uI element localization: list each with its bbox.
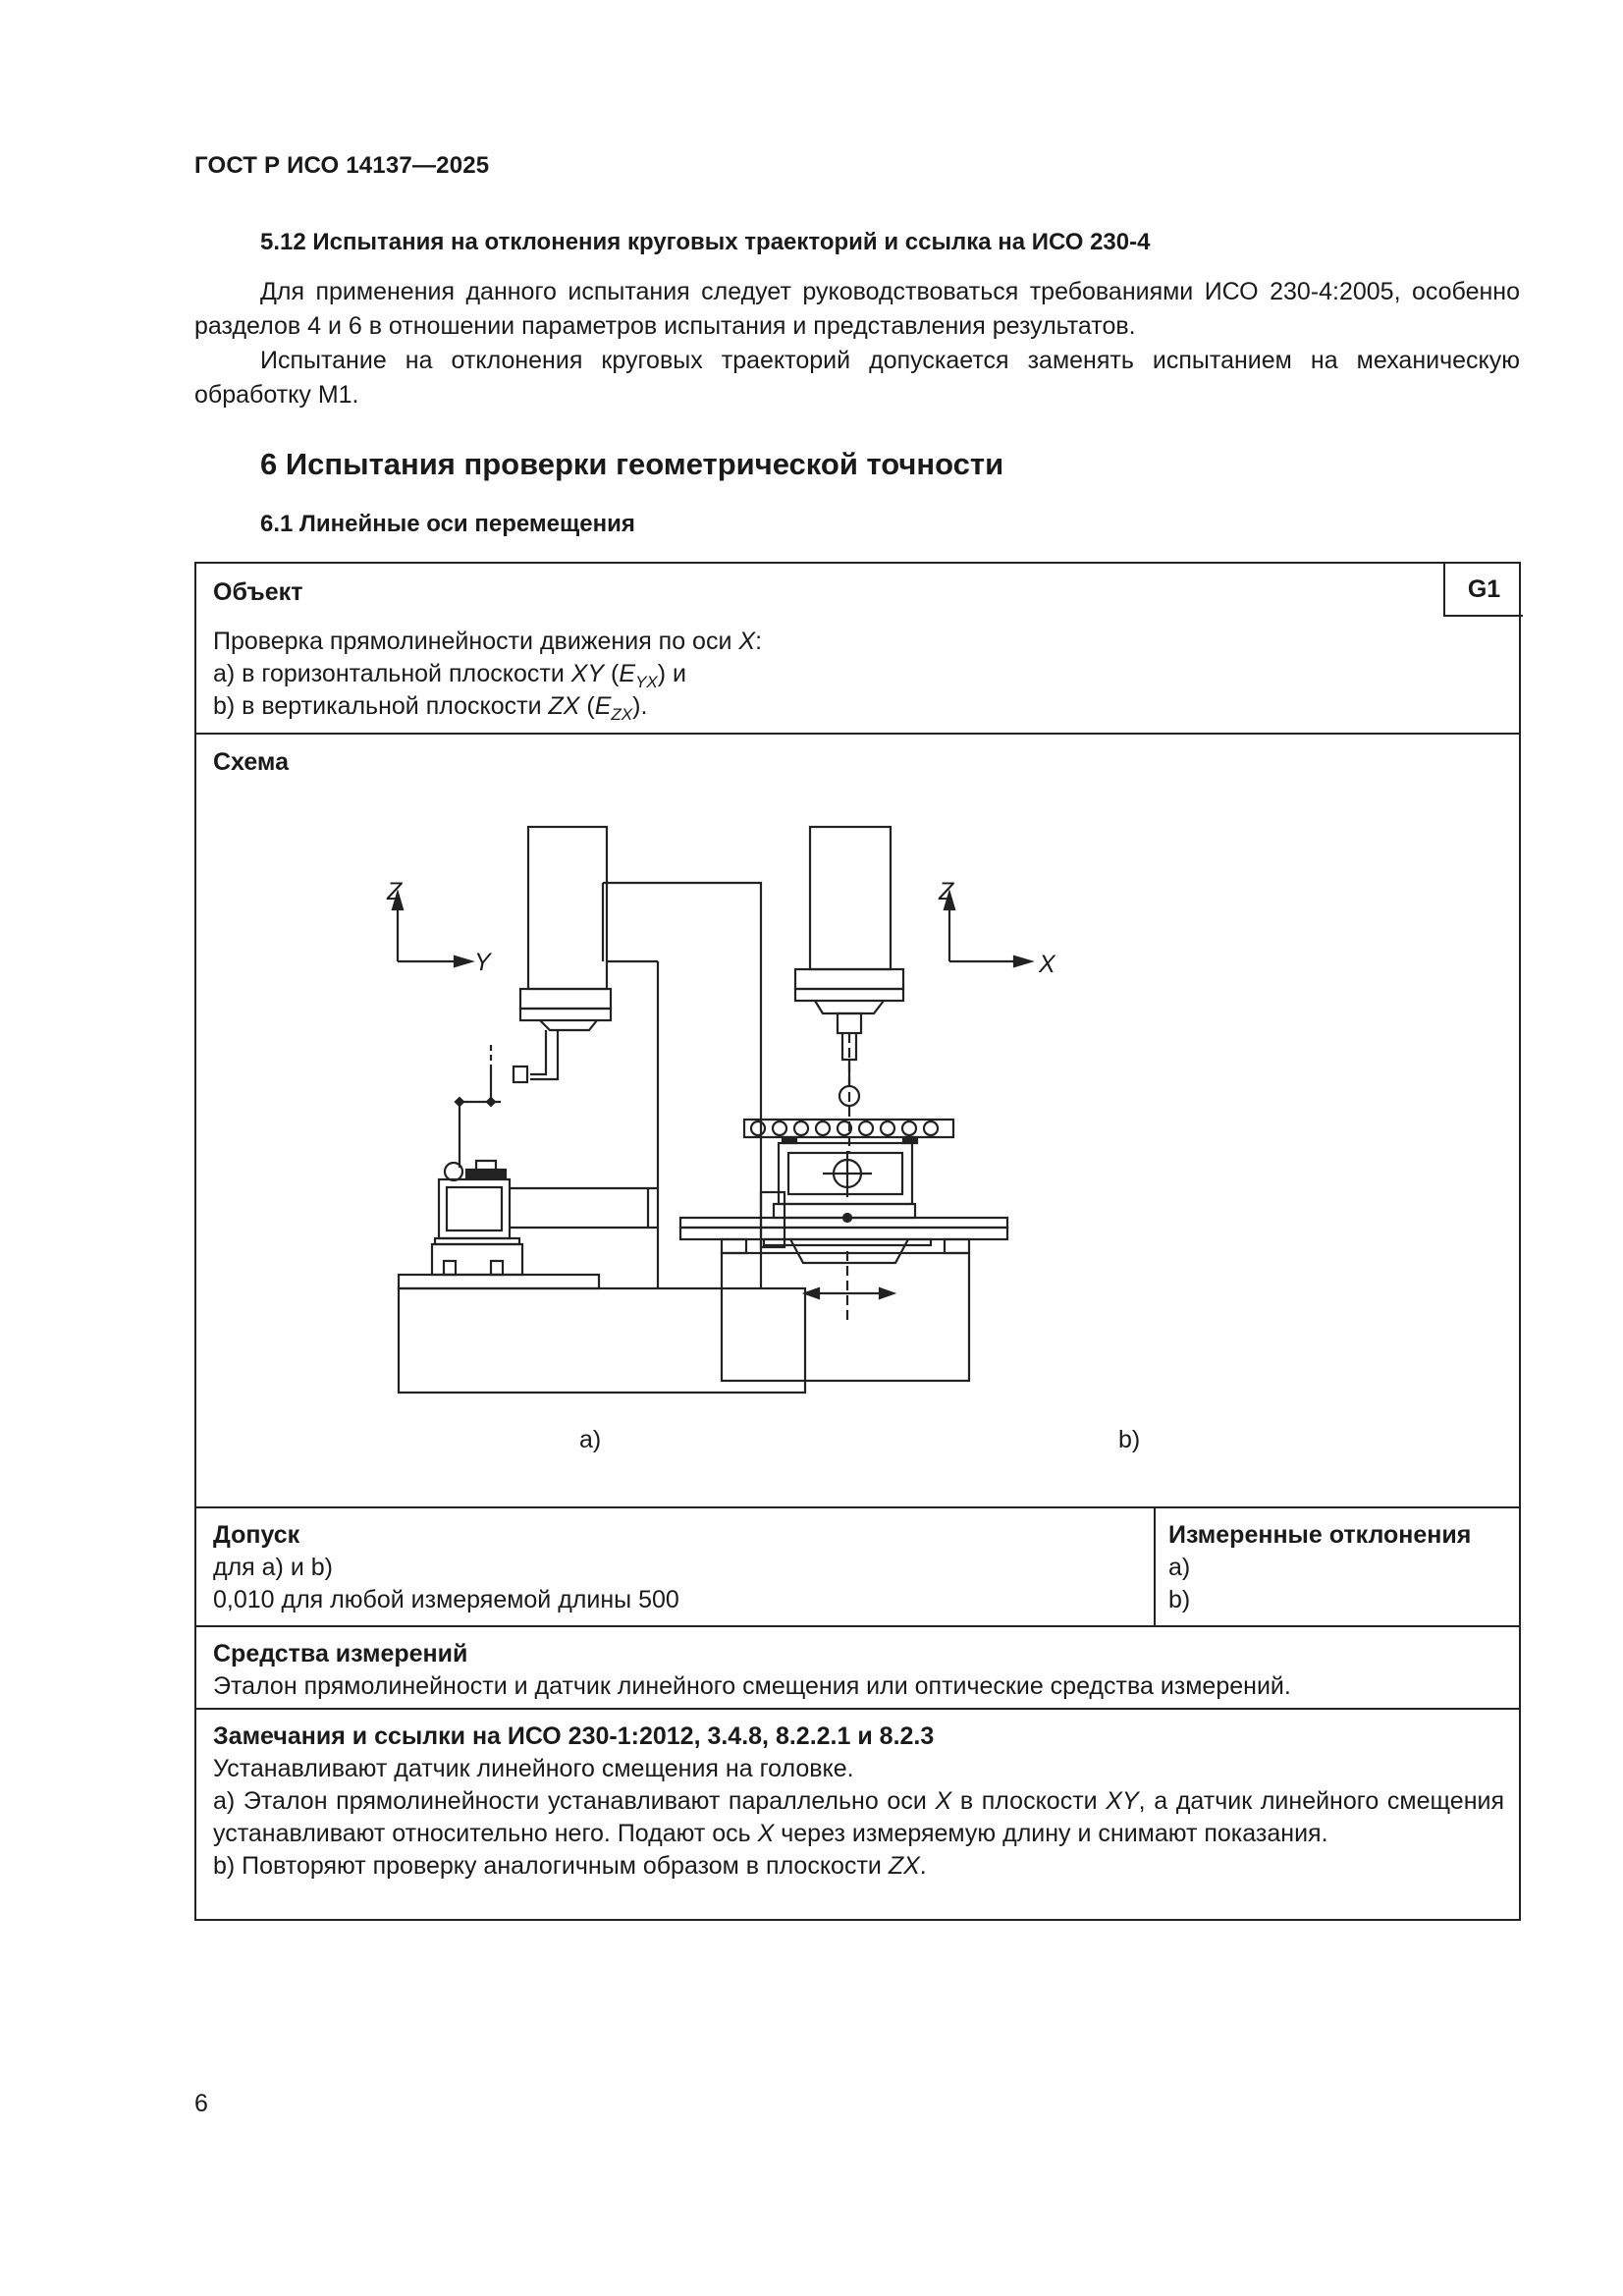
section-6-1-title: 6.1 Линейные оси перемещения bbox=[260, 511, 635, 537]
plane-xy: XY bbox=[1106, 1787, 1139, 1815]
section-5-12-title: 5.12 Испытания на отклонения круговых траекторий и ссылка на ИСО 230-4 bbox=[260, 229, 1151, 255]
remarks-a-text-4: через измеряемую длину и снимают показания. bbox=[774, 1820, 1328, 1847]
diagram-a-caption: a) bbox=[579, 1426, 602, 1453]
diagram-a-axis-z: Z bbox=[387, 878, 403, 905]
subscript-yx: YX bbox=[635, 673, 658, 691]
section-6-title: 6 Испытания проверки геометрической точности bbox=[260, 447, 1004, 481]
paragraph-2-text: Испытание на отклонения круговых траекторий допускается заменять испытанием на механическую обработку М1. bbox=[194, 347, 1520, 409]
scheme-label: Схема bbox=[213, 748, 289, 776]
remarks-a-text-2: в плоскости bbox=[951, 1787, 1107, 1815]
object-label: Объект bbox=[213, 578, 303, 606]
test-table bbox=[194, 562, 1521, 1921]
paragraph-1-text: Для применения данного испытания следует руководствоваться требованиями ИСО 230-4:2005, особенно разделов 4 и 6 в отношении параметров испытания и представления результатов. bbox=[194, 278, 1520, 340]
measured-a: a) bbox=[1168, 1554, 1191, 1581]
scheme-diagram bbox=[196, 564, 1519, 1506]
instruments-cell bbox=[213, 1638, 1504, 1703]
object-line-2-text: a) в горизонтальной плоскости bbox=[213, 660, 571, 687]
diagram-a bbox=[393, 827, 805, 1393]
plane-zx: ZX bbox=[548, 692, 580, 720]
section-5-12-paragraph-2 bbox=[194, 344, 1520, 412]
axis-x: X bbox=[738, 628, 756, 655]
row-divider bbox=[196, 1506, 1519, 1508]
diagram-b bbox=[680, 827, 1031, 1381]
object-line-1-end: : bbox=[755, 628, 763, 655]
axis-x: X bbox=[757, 1820, 775, 1847]
object-line-3-end: ). bbox=[632, 692, 648, 720]
symbol-e: E bbox=[594, 692, 612, 720]
instruments-text: Эталон прямолинейности и датчик линейного смещения или оптические средства измерений. bbox=[213, 1672, 1291, 1700]
instruments-label: Средства измерений bbox=[213, 1640, 468, 1667]
remarks-a-text-1: a) Эталон прямолинейности устанавливают параллельно оси bbox=[213, 1787, 936, 1815]
axis-x: X bbox=[935, 1787, 952, 1815]
document-header: ГОСТ Р ИСО 14137—2025 bbox=[194, 152, 490, 179]
tolerance-label: Допуск bbox=[213, 1521, 300, 1549]
object-line-2-end: ) и bbox=[657, 660, 686, 687]
object-line-1-text: Проверка прямолинейности движения по оси bbox=[213, 628, 739, 655]
plane-xy: XY bbox=[570, 660, 605, 687]
row-divider bbox=[196, 1625, 1519, 1627]
column-divider bbox=[1154, 1508, 1156, 1625]
remarks-item-a bbox=[213, 1785, 1504, 1850]
tolerance-cell bbox=[213, 1519, 679, 1616]
remarks-b-text: b) Повторяют проверку аналогичным образом в плоскости bbox=[213, 1852, 889, 1880]
remarks-item-b bbox=[213, 1850, 1504, 1883]
object-line-2: a) в горизонтальной плоскости XY $(E_{YX})$ и bbox=[213, 660, 686, 691]
tolerance-line-1: для a) и b) bbox=[213, 1554, 333, 1581]
diagram-b-axis-z: Z bbox=[939, 878, 954, 905]
row-divider bbox=[196, 1708, 1519, 1710]
remarks-line-1: Устанавливают датчик линейного смещения на головке. bbox=[213, 1755, 854, 1782]
diagram-b-caption: b) bbox=[1118, 1426, 1141, 1453]
symbol-e: E bbox=[619, 660, 636, 687]
section-5-12-paragraph-1 bbox=[194, 275, 1520, 344]
plane-zx: ZX bbox=[888, 1852, 920, 1880]
remarks-a-text-3: , а датчик линейного смещения устанавливают относительно него. Подают ось bbox=[213, 1787, 1504, 1847]
remarks-cell bbox=[213, 1721, 1504, 1883]
object-line-3-text: b) в вертикальной плоскости bbox=[213, 692, 549, 720]
tolerance-line-2: 0,010 для любой измеряемой длины 500 bbox=[213, 1586, 679, 1613]
page-number: 6 bbox=[194, 2090, 208, 2117]
measured-label: Измеренные отклонения bbox=[1168, 1521, 1472, 1549]
test-id-box: G1 bbox=[1443, 564, 1523, 617]
measured-b: b) bbox=[1168, 1586, 1191, 1613]
diagram-a-axis-y: Y bbox=[474, 949, 491, 976]
object-line-3: b) в вертикальной плоскости ZX $(E_{ZX})$. bbox=[213, 692, 648, 724]
remarks-b-end: . bbox=[919, 1852, 927, 1880]
measured-cell bbox=[1168, 1519, 1471, 1616]
subscript-zx: ZX bbox=[611, 705, 633, 724]
diagram-b-axis-x: X bbox=[1039, 951, 1055, 978]
remarks-label: Замечания и ссылки на ИСО 230-1:2012, 3.4.8, 8.2.2.1 и 8.2.3 bbox=[213, 1722, 935, 1750]
